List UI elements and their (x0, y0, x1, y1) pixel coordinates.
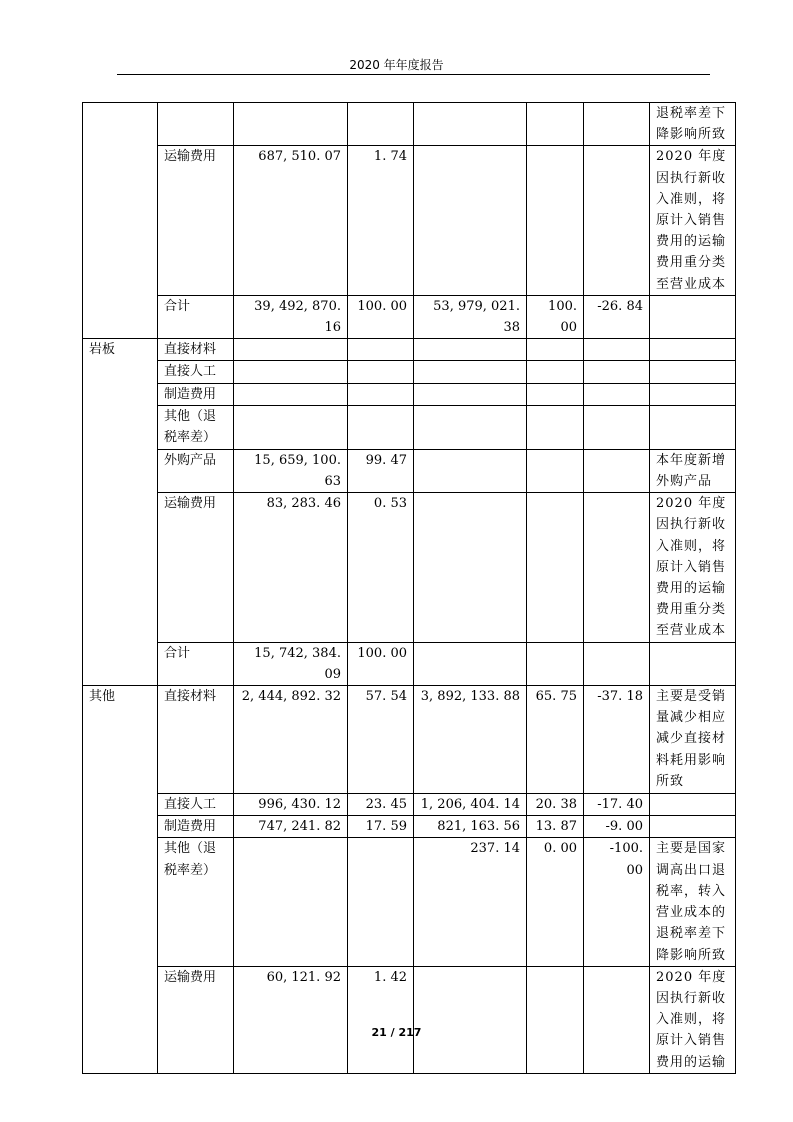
product-cell: 其他 (83, 686, 158, 1074)
prior-amount-cell: 1, 206, 404. 14 (414, 794, 527, 816)
prior-ratio-cell: 20. 38 (527, 794, 584, 816)
table-row (83, 642, 736, 685)
table-row (83, 339, 736, 361)
prior-amount-cell (414, 966, 527, 1073)
note-cell (650, 816, 736, 838)
change-ratio-cell (584, 449, 650, 492)
current-amount-cell: 60, 121. 92 (234, 966, 348, 1073)
table-row (83, 838, 736, 966)
table-row (83, 449, 736, 492)
current-amount-cell (234, 838, 348, 966)
cost-item-cell: 制造费用 (158, 816, 234, 838)
header-divider (117, 74, 710, 75)
prior-amount-cell: 53, 979, 021. 38 (414, 295, 527, 338)
current-ratio-cell: 100. 00 (348, 642, 414, 685)
table-row (83, 493, 736, 642)
change-ratio-cell (584, 103, 650, 146)
prior-ratio-cell: 65. 75 (527, 686, 584, 794)
cost-item-cell: 直接人工 (158, 361, 234, 383)
current-amount-cell: 2, 444, 892. 32 (234, 686, 348, 794)
note-cell: 2020 年度因执行新收入准则，将原计入销售费用的运输费用重分类至营业成本 (650, 146, 736, 295)
current-ratio-cell (348, 383, 414, 405)
note-cell: 本年度新增外购产品 (650, 449, 736, 492)
prior-amount-cell (414, 405, 527, 449)
cost-item-cell: 其他（退税率差） (158, 405, 234, 449)
cost-item-cell: 外购产品 (158, 449, 234, 492)
note-cell (650, 361, 736, 383)
prior-ratio-cell (527, 339, 584, 361)
cost-item-cell: 其他（退税率差） (158, 838, 234, 966)
current-ratio-cell: 57. 54 (348, 686, 414, 794)
change-ratio-cell: -100. 00 (584, 838, 650, 966)
note-cell: 主要是国家调高出口退税率，转入营业成本的退税率差下降影响所致 (650, 838, 736, 966)
report-header-title: 2020 年年度报告 (349, 58, 444, 72)
current-amount-cell: 747, 241. 82 (234, 816, 348, 838)
current-amount-cell (234, 103, 348, 146)
table-row (83, 383, 736, 405)
table-row (83, 816, 736, 838)
current-ratio-cell: 17. 59 (348, 816, 414, 838)
cost-item-cell: 合计 (158, 295, 234, 338)
prior-ratio-cell (527, 361, 584, 383)
prior-ratio-cell: 0. 00 (527, 838, 584, 966)
prior-amount-cell (414, 642, 527, 685)
prior-amount-cell (414, 383, 527, 405)
cost-item-cell: 合计 (158, 642, 234, 685)
current-amount-cell (234, 405, 348, 449)
note-cell: 退税率差下降影响所致 (650, 103, 736, 146)
note-cell: 2020 年度因执行新收入准则，将原计入销售费用的运输 (650, 966, 736, 1073)
prior-ratio-cell (527, 383, 584, 405)
cost-item-cell: 运输费用 (158, 493, 234, 642)
cost-item-cell: 直接材料 (158, 339, 234, 361)
current-ratio-cell: 23. 45 (348, 794, 414, 816)
prior-amount-cell: 3, 892, 133. 88 (414, 686, 527, 794)
cost-item-cell (158, 103, 234, 146)
table-row (83, 295, 736, 338)
note-cell: 主要是受销量减少相应减少直接材料耗用影响所致 (650, 686, 736, 794)
prior-ratio-cell (527, 493, 584, 642)
change-ratio-cell (584, 383, 650, 405)
prior-ratio-cell (527, 405, 584, 449)
table-row (83, 405, 736, 449)
change-ratio-cell (584, 493, 650, 642)
note-cell (650, 642, 736, 685)
note-cell (650, 794, 736, 816)
prior-amount-cell (414, 449, 527, 492)
change-ratio-cell (584, 966, 650, 1073)
prior-ratio-cell (527, 449, 584, 492)
current-ratio-cell: 1. 42 (348, 966, 414, 1073)
prior-ratio-cell (527, 642, 584, 685)
current-ratio-cell (348, 361, 414, 383)
table-row (83, 686, 736, 794)
current-amount-cell (234, 361, 348, 383)
cost-item-cell: 运输费用 (158, 966, 234, 1073)
note-cell (650, 405, 736, 449)
prior-ratio-cell: 13. 87 (527, 816, 584, 838)
current-amount-cell (234, 383, 348, 405)
prior-amount-cell (414, 361, 527, 383)
table-row (83, 794, 736, 816)
cost-item-cell: 直接人工 (158, 794, 234, 816)
prior-amount-cell: 821, 163. 56 (414, 816, 527, 838)
current-ratio-cell (348, 339, 414, 361)
prior-amount-cell (414, 146, 527, 295)
cost-item-cell: 直接材料 (158, 686, 234, 794)
current-amount-cell: 687, 510. 07 (234, 146, 348, 295)
table-row (83, 103, 736, 146)
change-ratio-cell (584, 361, 650, 383)
current-ratio-cell: 0. 53 (348, 493, 414, 642)
current-amount-cell: 15, 742, 384. 09 (234, 642, 348, 685)
product-cell: 岩板 (83, 339, 158, 686)
current-amount-cell: 83, 283. 46 (234, 493, 348, 642)
current-amount-cell (234, 339, 348, 361)
change-ratio-cell: -37. 18 (584, 686, 650, 794)
change-ratio-cell (584, 642, 650, 685)
page-number: 21 / 217 (371, 1026, 422, 1039)
prior-amount-cell (414, 103, 527, 146)
table-row (83, 361, 736, 383)
current-amount-cell: 39, 492, 870. 16 (234, 295, 348, 338)
table-row (83, 146, 736, 295)
note-cell (650, 383, 736, 405)
current-amount-cell: 15, 659, 100. 63 (234, 449, 348, 492)
current-ratio-cell: 1. 74 (348, 146, 414, 295)
note-cell (650, 339, 736, 361)
change-ratio-cell (584, 339, 650, 361)
cost-item-cell: 制造费用 (158, 383, 234, 405)
cost-composition-table (82, 102, 736, 1074)
change-ratio-cell: -9. 00 (584, 816, 650, 838)
current-ratio-cell: 99. 47 (348, 449, 414, 492)
prior-ratio-cell (527, 103, 584, 146)
prior-amount-cell: 237. 14 (414, 838, 527, 966)
prior-ratio-cell (527, 966, 584, 1073)
note-cell (650, 295, 736, 338)
current-ratio-cell (348, 405, 414, 449)
note-cell: 2020 年度因执行新收入准则，将原计入销售费用的运输费用重分类至营业成本 (650, 493, 736, 642)
current-ratio-cell (348, 838, 414, 966)
current-amount-cell: 996, 430. 12 (234, 794, 348, 816)
current-ratio-cell: 100. 00 (348, 295, 414, 338)
change-ratio-cell: -26. 84 (584, 295, 650, 338)
prior-amount-cell (414, 493, 527, 642)
change-ratio-cell (584, 146, 650, 295)
prior-ratio-cell: 100. 00 (527, 295, 584, 338)
change-ratio-cell: -17. 40 (584, 794, 650, 816)
cost-item-cell: 运输费用 (158, 146, 234, 295)
change-ratio-cell (584, 405, 650, 449)
current-ratio-cell (348, 103, 414, 146)
prior-amount-cell (414, 339, 527, 361)
table-row (83, 966, 736, 1073)
prior-ratio-cell (527, 146, 584, 295)
product-cell (83, 103, 158, 339)
